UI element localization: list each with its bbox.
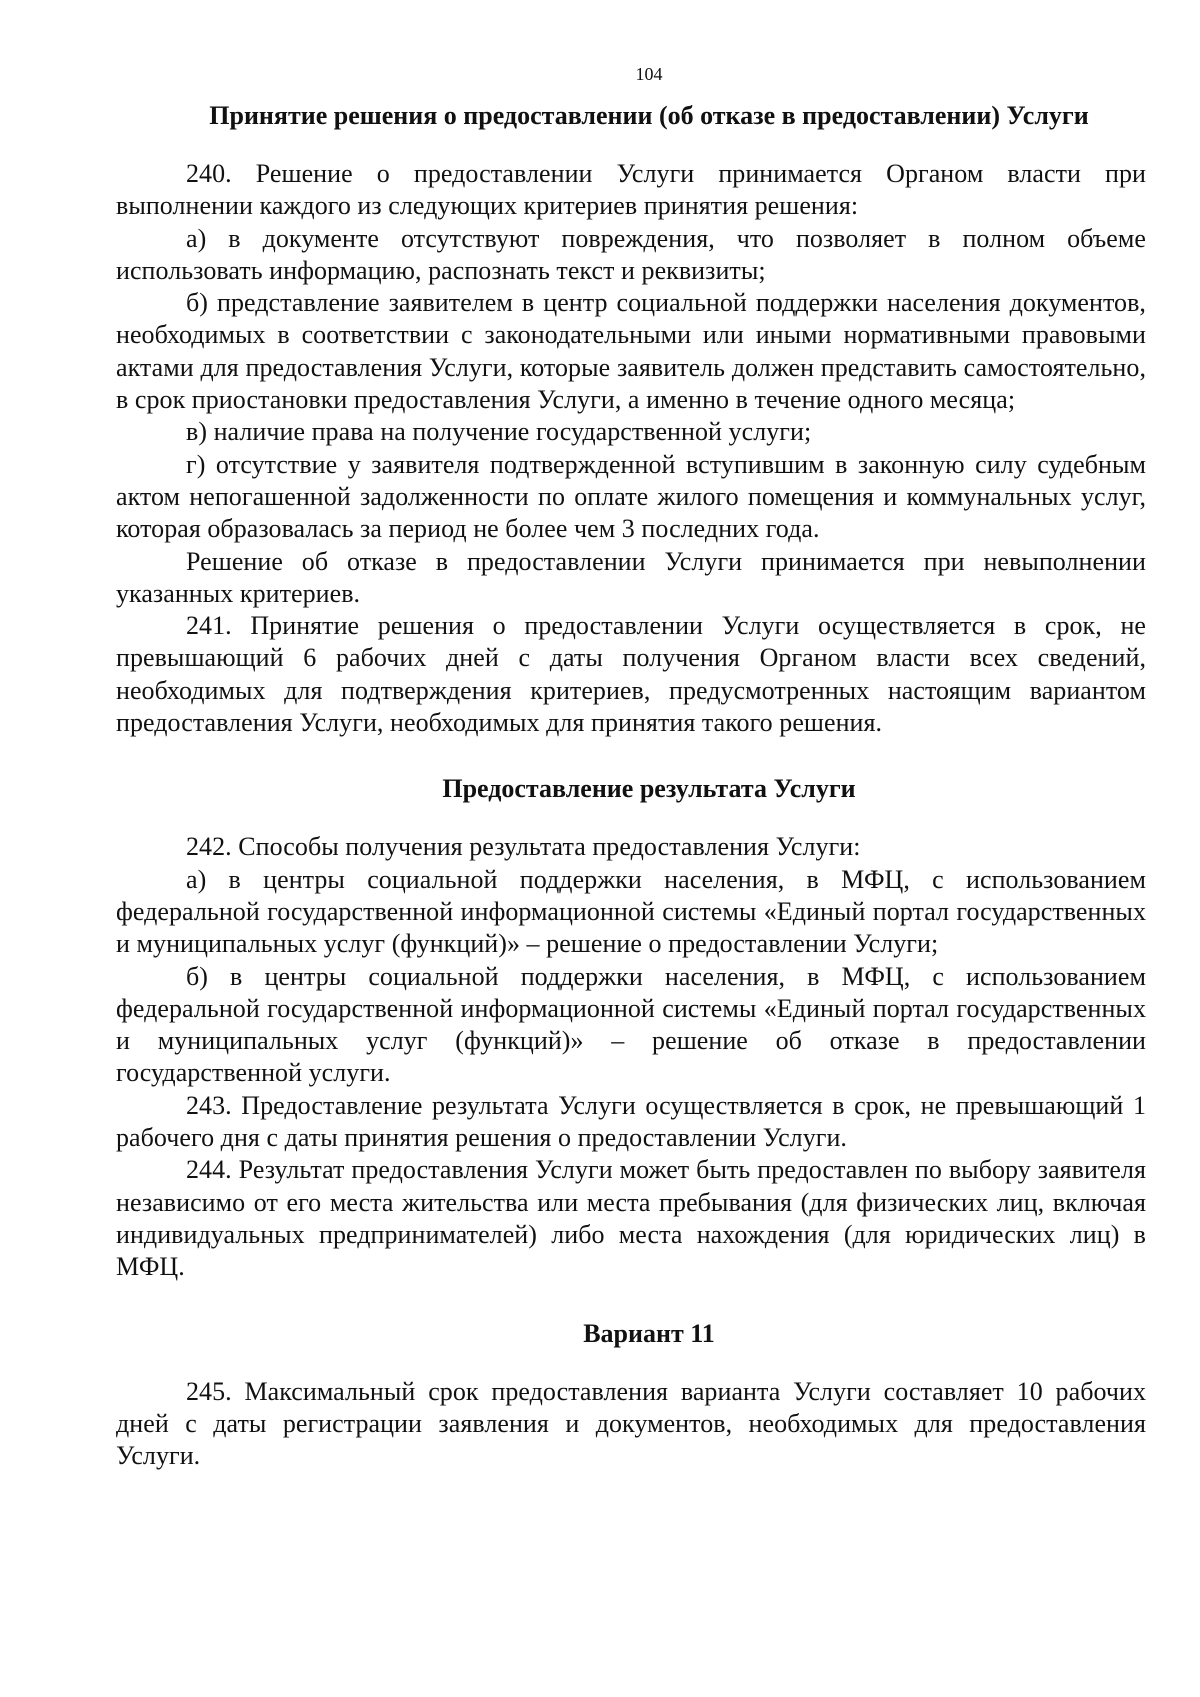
paragraph-240: 240. Решение о предоставлении Услуги принимается Органом власти при выполнении каждого из следующих критериев принятия решения:: [116, 159, 1146, 221]
paragraph-240-a: а) в документе отсутствуют повреждения, что позволяет в полном объеме использовать информацию, распознать текст и реквизиты;: [116, 223, 1146, 285]
paragraph-240-b: б) представление заявителем в центр социальной поддержки населения документов, необходимых в соответствии с законодательными или иными нормативными правовыми актами для предоставления Услуги, которые заявитель должен представить самостоятельно, в срок приостановки предоставления Услуги, а именно в течение одного месяца;: [116, 288, 1146, 415]
paragraph-241: 241. Принятие решения о предоставлении Услуги осуществляется в срок, не превышающий 6 рабочих дней с даты получения Органом власти всех сведений, необходимых для подтверждения критериев, предусмотренных настоящим вариантом предоставления Услуги, необходимых для принятия такого решения.: [116, 611, 1146, 738]
section-heading-result: Предоставление результата Услуги: [442, 774, 856, 804]
paragraph-245: 245. Максимальный срок предоставления варианта Услуги составляет 10 рабочих дней с даты регистрации заявления и документов, необходимых для предоставления Услуги.: [116, 1376, 1146, 1471]
paragraph-244: 244. Результат предоставления Услуги может быть предоставлен по выбору заявителя независимо от его места жительства или места пребывания (для физических лиц, включая индивидуальных предпринимателей) либо места нахождения (для юридических лиц) в МФЦ.: [116, 1155, 1146, 1282]
paragraph-240-g: г) отсутствие у заявителя подтвержденной вступившим в законную силу судебным актом непогашенной задолженности по оплате жилого помещения и коммунальных услуг, которая образовалась за период не более чем 3 последних года.: [116, 449, 1146, 544]
paragraph-242: 242. Способы получения результата предоставления Услуги:: [186, 832, 861, 862]
paragraph-242-b: б) в центры социальной поддержки населения, в МФЦ, с использованием федеральной государственной информационной системы «Единый портал государственных и муниципальных услуг (функций)» – решение об отказе в предоставлении государственной услуги.: [116, 961, 1146, 1088]
section-heading-decision: Принятие решения о предоставлении (об отказе в предоставлении) Услуги: [209, 101, 1089, 130]
paragraph-243: 243. Предоставление результата Услуги осуществляется в срок, не превышающий 1 рабочего дня с даты принятия решения о предоставлении Услуги.: [116, 1090, 1146, 1153]
paragraph-240-v: в) наличие права на получение государственной услуги;: [186, 417, 812, 447]
page-number: 104: [635, 64, 663, 84]
document-page: [116, 62, 1146, 1472]
section-heading-variant-11: Вариант 11: [583, 1318, 715, 1348]
paragraph-242-a: а) в центры социальной поддержки населения, в МФЦ, с использованием федеральной государственной информационной системы «Единый портал государственных и муниципальных услуг (функций)» – решение о предоставлении Услуги;: [116, 864, 1146, 959]
paragraph-240-refusal: Решение об отказе в предоставлении Услуги принимается при невыполнении указанных критериев.: [116, 546, 1146, 608]
